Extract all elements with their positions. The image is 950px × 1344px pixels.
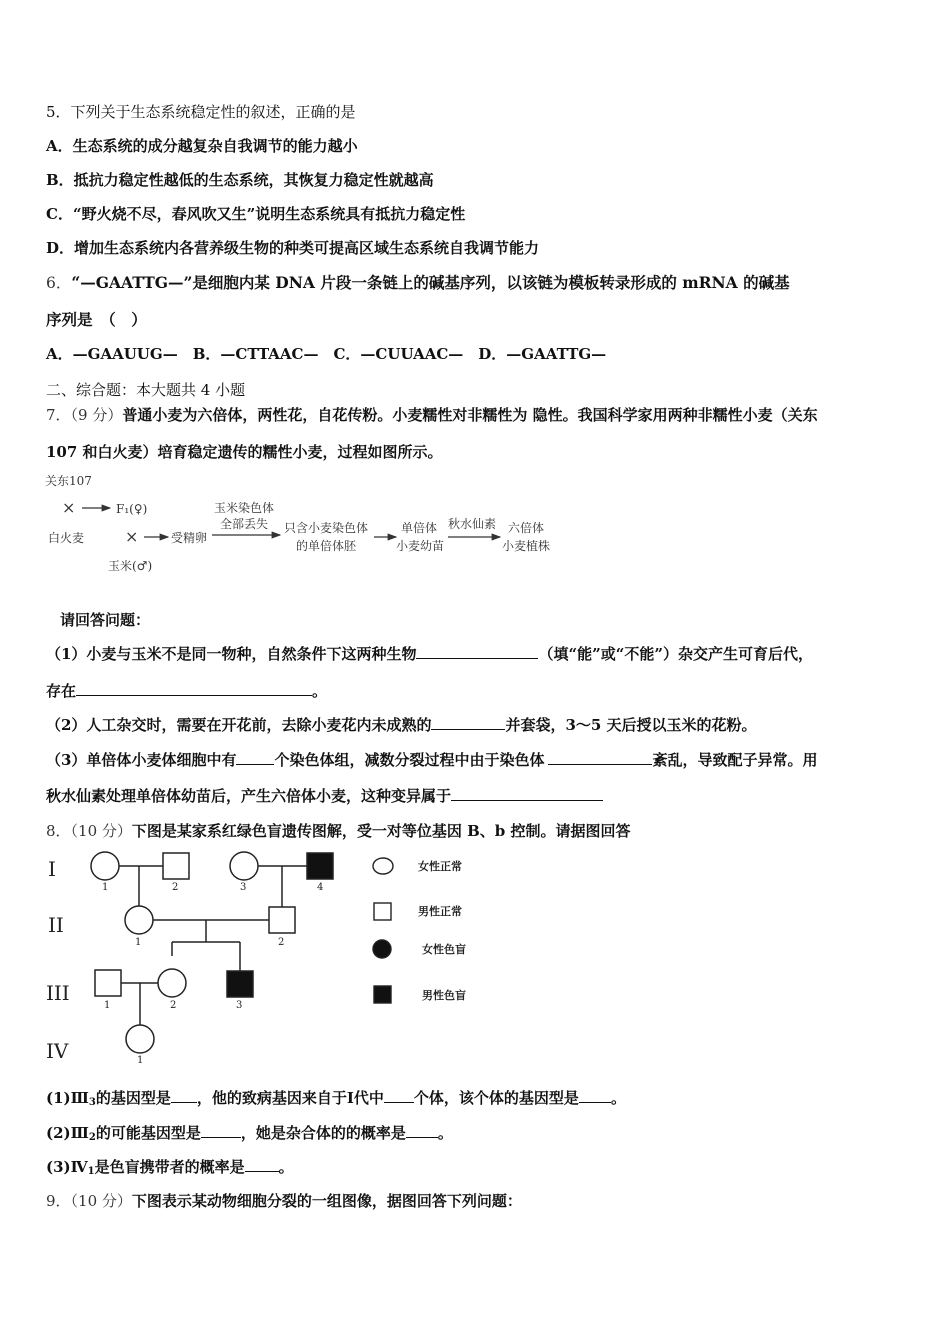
q5-option-a: A．生态系统的成分越复杂自我调节的能力越小 bbox=[46, 137, 358, 155]
q8-answer-blank-5[interactable] bbox=[406, 1123, 438, 1138]
q7-score: （9 分） bbox=[70, 406, 123, 424]
q8-number: 8． bbox=[46, 822, 71, 840]
generation-label-iv: IV bbox=[46, 1039, 69, 1063]
pedigree-iii3-male-colorblind bbox=[227, 971, 253, 997]
q7-part2-text-b: 并套袋，3～5 天后授以玉米的花粉。 bbox=[505, 716, 757, 734]
q7-part3-text-c: 紊乱，导致配子异常。用 bbox=[652, 751, 818, 769]
q8-sq1-text-b: 的基因型是 bbox=[95, 1089, 171, 1107]
q7-answer-blank-6[interactable] bbox=[451, 786, 603, 801]
pedigree-number-iv1: 1 bbox=[137, 1055, 144, 1066]
q8-sq3-prefix: (3)Ⅳ bbox=[46, 1158, 88, 1176]
legend-male-normal-icon bbox=[374, 903, 391, 920]
breeding-diagram bbox=[40, 470, 560, 580]
pedigree-i1-female-normal bbox=[91, 852, 119, 880]
diagram-seedling-1: 单倍体 bbox=[401, 521, 438, 535]
pedigree-iv1-female-normal bbox=[126, 1025, 154, 1053]
diagram-colchicine: 秋水仙素 bbox=[448, 517, 497, 531]
q8-answer-blank-3[interactable] bbox=[579, 1088, 611, 1103]
q5-stem: 5．下列关于生态系统稳定性的叙述，正确的是 bbox=[46, 103, 356, 121]
q6-stem-line2: 序列是 （ ） bbox=[46, 310, 147, 329]
diagram-embryo-1: 只含小麦染色体 bbox=[284, 521, 369, 535]
q8-sq2-subscript: 2 bbox=[88, 1132, 96, 1143]
legend-male-colorblind-label: 男性色盲 bbox=[422, 989, 466, 1002]
q7-part3-line1 bbox=[46, 750, 817, 770]
q7-stem-text: 普通小麦为六倍体，两性花，自花传粉。小麦糯性对非糯性为 隐性。我国科学家用两种非糯性小麦（关东 bbox=[122, 406, 818, 424]
pedigree-number-i2: 2 bbox=[172, 882, 179, 893]
q9-stem-text: 下图表示某动物细胞分裂的一组图像，据图回答下列问题： bbox=[131, 1192, 522, 1210]
pedigree-number-i1: 1 bbox=[102, 882, 109, 893]
q7-part2 bbox=[46, 715, 757, 735]
pedigree-number-i3: 3 bbox=[240, 882, 247, 893]
q8-sq1-prefix: (1)Ⅲ bbox=[46, 1089, 89, 1107]
pedigree-number-iii1: 1 bbox=[104, 1000, 111, 1011]
q8-subquestion-2 bbox=[46, 1123, 453, 1148]
q8-answer-blank-6[interactable] bbox=[245, 1157, 279, 1172]
legend-female-colorblind-icon bbox=[373, 940, 391, 958]
diagram-embryo-2: 的单倍体胚 bbox=[296, 539, 357, 553]
pedigree-number-iii3: 3 bbox=[236, 1000, 243, 1011]
q7-answer-blank-4[interactable] bbox=[236, 750, 274, 765]
diagram-plant-1: 六倍体 bbox=[508, 521, 545, 535]
diagram-corn: 玉米(♂) bbox=[108, 559, 153, 573]
q8-sq3-subscript: 1 bbox=[87, 1166, 95, 1177]
q6-number: 6． bbox=[46, 274, 72, 292]
pedigree-number-ii2: 2 bbox=[278, 937, 285, 948]
generation-label-i: I bbox=[48, 857, 56, 881]
q7-part1-text-b: （填“能”或“不能”）杂交产生可育后代， bbox=[538, 645, 813, 663]
q8-answer-blank-2[interactable] bbox=[384, 1088, 414, 1103]
q8-sq2-text-b: 的可能基因型是 bbox=[95, 1124, 201, 1142]
diagram-egg: 受精卵 bbox=[171, 531, 208, 545]
diagram-parent2: 白火麦 bbox=[48, 531, 85, 545]
diagram-cross-2: × bbox=[125, 527, 139, 546]
q8-sq3-end: 。 bbox=[278, 1158, 294, 1176]
q8-answer-blank-1[interactable] bbox=[171, 1088, 197, 1103]
q6-options: A．—GAAUUG— B．—CTTAAC— C．—CUUAAC— D．—GAATTG— bbox=[46, 345, 607, 363]
q7-part1-end: 。 bbox=[312, 682, 328, 700]
q9-number: 9． bbox=[46, 1192, 71, 1210]
q7-part2-text-a: （2）人工杂交时，需要在开花前，去除小麦花内未成熟的 bbox=[46, 716, 432, 734]
q8-subquestion-1 bbox=[46, 1088, 626, 1113]
q8-score: （10 分） bbox=[70, 822, 132, 840]
q8-sq1-end: 。 bbox=[610, 1089, 626, 1107]
q7-stem-line1 bbox=[46, 405, 818, 425]
q5-option-b: B．抵抗力稳定性越低的生态系统，其恢复力稳定性就越高 bbox=[46, 171, 434, 189]
q7-answer-blank-2[interactable] bbox=[76, 681, 312, 696]
section-header: 二、综合题：本大题共 4 小题 bbox=[46, 381, 246, 399]
pedigree-number-iii2: 2 bbox=[170, 1000, 177, 1011]
q8-sq2-end: 。 bbox=[437, 1124, 453, 1142]
q7-part3-text-b: 个染色体组，减数分裂过程中由于染色体 bbox=[274, 751, 545, 769]
q7-part1-line1 bbox=[46, 644, 813, 664]
legend-female-normal-icon bbox=[373, 858, 393, 874]
q7-part3-text-a: （3）单倍体小麦体细胞中有 bbox=[46, 751, 237, 769]
q6-stem-text: “—GAATTG—”是细胞内某 DNA 片段一条链上的碱基序列，以该链为模板转录形成的 mRNA 的碱基 bbox=[71, 273, 790, 292]
legend-female-colorblind-label: 女性色盲 bbox=[422, 943, 466, 956]
pedigree-i4-male-colorblind bbox=[307, 853, 333, 879]
pedigree-ii2-male-normal bbox=[269, 907, 295, 933]
q9-stem-line bbox=[46, 1191, 522, 1211]
diagram-parent1: 关东107 bbox=[45, 474, 92, 488]
diagram-cross-1: × bbox=[62, 498, 76, 517]
q8-stem-text: 下图是某家系红绿色盲遗传图解，受一对等位基因 B、b 控制。请据图回答 bbox=[131, 822, 631, 840]
q8-sq1-text-d: 个体，该个体的基因型是 bbox=[413, 1089, 579, 1107]
q7-answer-blank-1[interactable] bbox=[416, 644, 538, 659]
q8-answer-blank-4[interactable] bbox=[201, 1123, 241, 1138]
q6-stem-line1 bbox=[46, 273, 790, 293]
pedigree-i2-male-normal bbox=[163, 853, 189, 879]
q7-part1-text-c: 存在 bbox=[46, 682, 77, 700]
q8-subquestion-3 bbox=[46, 1157, 294, 1182]
legend-male-colorblind-icon bbox=[374, 986, 391, 1003]
q5-option-d: D．增加生态系统内各营养级生物的种类可提高区域生态系统自我调节能力 bbox=[46, 239, 540, 257]
diagram-step-label-2: 全部丢失 bbox=[220, 517, 269, 531]
q8-stem-line bbox=[46, 821, 631, 841]
pedigree-iii2-female-normal bbox=[158, 969, 186, 997]
legend-female-normal-label: 女性正常 bbox=[418, 860, 462, 873]
q7-number: 7． bbox=[46, 406, 71, 424]
diagram-f1: F₁(♀) bbox=[116, 502, 148, 516]
q7-part1-line2 bbox=[46, 681, 327, 701]
q7-part1-text-a: （1）小麦与玉米不是同一物种，自然条件下这两种生物 bbox=[46, 645, 417, 663]
q7-answer-blank-5[interactable] bbox=[548, 750, 652, 765]
q7-answer-blank-3[interactable] bbox=[431, 715, 505, 730]
legend-male-normal-label: 男性正常 bbox=[418, 905, 462, 918]
generation-label-iii: III bbox=[46, 981, 70, 1005]
pedigree-i3-female-normal bbox=[230, 852, 258, 880]
diagram-step-label-1: 玉米染色体 bbox=[214, 501, 275, 515]
diagram-plant-2: 小麦植株 bbox=[502, 539, 551, 553]
q8-sq2-prefix: (2)Ⅲ bbox=[46, 1124, 89, 1142]
pedigree-iii1-male-normal bbox=[95, 970, 121, 996]
q7-part3-line2 bbox=[46, 786, 603, 806]
q8-sq2-text-c: ，她是杂合体的的概率是 bbox=[240, 1124, 406, 1142]
pedigree-number-i4: 4 bbox=[317, 882, 324, 893]
q5-option-c: C．“野火烧不尽，春风吹又生”说明生态系统具有抵抗力稳定性 bbox=[46, 205, 466, 223]
q7-prompt: 请回答问题： bbox=[60, 611, 151, 629]
pedigree-number-ii1: 1 bbox=[135, 937, 142, 948]
diagram-seedling-2: 小麦幼苗 bbox=[396, 539, 445, 553]
generation-label-ii: II bbox=[48, 913, 64, 937]
q8-sq1-subscript: 3 bbox=[88, 1097, 96, 1108]
q7-stem-line2: 107 和白火麦）培育稳定遗传的糯性小麦，过程如图所示。 bbox=[46, 443, 443, 461]
q8-sq3-text-b: 是色盲携带者的概率是 bbox=[94, 1158, 245, 1176]
q8-sq1-text-c: ，他的致病基因来自于Ⅰ代中 bbox=[196, 1089, 384, 1107]
q9-score: （10 分） bbox=[70, 1192, 132, 1210]
pedigree-ii1-female-normal bbox=[125, 906, 153, 934]
pedigree-chart bbox=[40, 844, 500, 1069]
q7-part3-text-d: 秋水仙素处理单倍体幼苗后，产生六倍体小麦，这种变异属于 bbox=[46, 787, 452, 805]
